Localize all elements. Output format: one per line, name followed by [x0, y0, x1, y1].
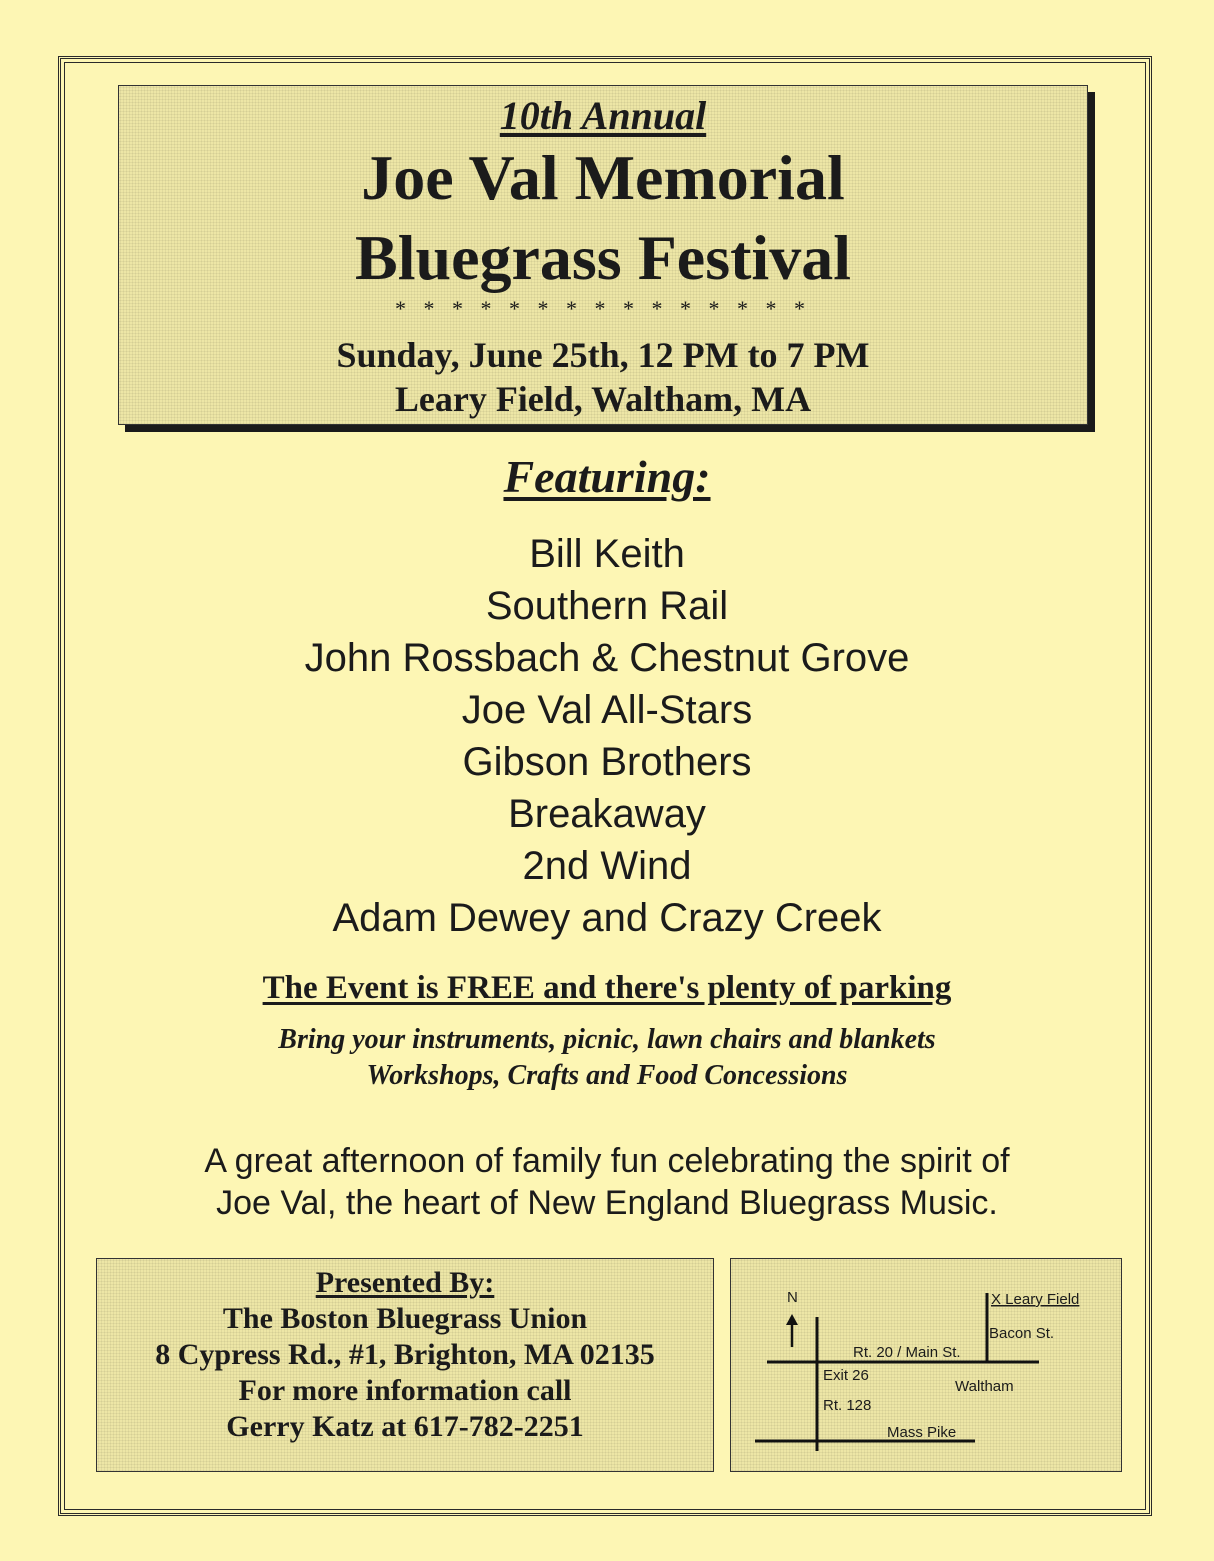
star-divider: * * * * * * * * * * * * * * *	[395, 296, 811, 321]
event-location: Leary Field, Waltham, MA	[394, 379, 812, 419]
festival-blurb	[0, 1140, 1214, 1224]
performer-item: Breakaway	[508, 792, 706, 836]
presented-by-box	[96, 1258, 714, 1472]
map-mass-pike-label: Mass Pike	[887, 1424, 957, 1441]
map-rt128-label: Rt. 128	[823, 1397, 872, 1414]
organization-address: 8 Cypress Rd., #1, Brighton, MA 02135	[155, 1338, 655, 1371]
free-parking-note: The Event is FREE and there's plenty of parking	[262, 970, 952, 1006]
directions-map	[730, 1258, 1122, 1472]
performer-list	[0, 528, 1214, 944]
performer-item: John Rossbach & Chestnut Grove	[304, 636, 910, 680]
event-date: Sunday, June 25th, 12 PM to 7 PM	[336, 335, 870, 375]
annual-label: 10th Annual	[499, 93, 707, 138]
performer-item: Bill Keith	[529, 532, 685, 576]
map-north-label: N	[787, 1289, 798, 1306]
performer-item: Joe Val All-Stars	[461, 688, 753, 732]
organization-name: The Boston Bluegrass Union	[222, 1302, 588, 1335]
performer-item: 2nd Wind	[522, 844, 692, 888]
bring-items-note: Bring your instruments, picnic, lawn chairs and blankets	[278, 1024, 936, 1055]
map-rt20-label: Rt. 20 / Main St.	[853, 1344, 961, 1361]
blurb-line-2: Joe Val, the heart of New England Bluegrass Music.	[216, 1184, 998, 1222]
performer-item: Adam Dewey and Crazy Creek	[332, 896, 882, 940]
contact-line: Gerry Katz at 617-782-2251	[226, 1410, 584, 1443]
workshops-note: Workshops, Crafts and Food Concessions	[366, 1060, 848, 1091]
map-drawing	[731, 1259, 1123, 1473]
featuring-heading: Featuring:	[503, 451, 711, 502]
blurb-line-1: A great afternoon of family fun celebrating the spirit of	[204, 1142, 1010, 1180]
north-arrow-head-icon	[786, 1314, 798, 1325]
map-waltham-label: Waltham	[955, 1378, 1014, 1395]
map-exit26-label: Exit 26	[823, 1367, 869, 1384]
info-line: For more information call	[238, 1374, 572, 1407]
performer-item: Gibson Brothers	[462, 740, 752, 784]
festival-title-line-1: Joe Val Memorial	[361, 142, 845, 213]
presented-by-heading: Presented By:	[315, 1266, 495, 1299]
map-bacon-st-label: Bacon St.	[989, 1325, 1055, 1342]
map-leary-field-label: X Leary Field	[991, 1291, 1080, 1308]
performer-item: Southern Rail	[485, 584, 729, 628]
festival-title-line-2: Bluegrass Festival	[355, 222, 851, 293]
header-box	[118, 85, 1088, 425]
